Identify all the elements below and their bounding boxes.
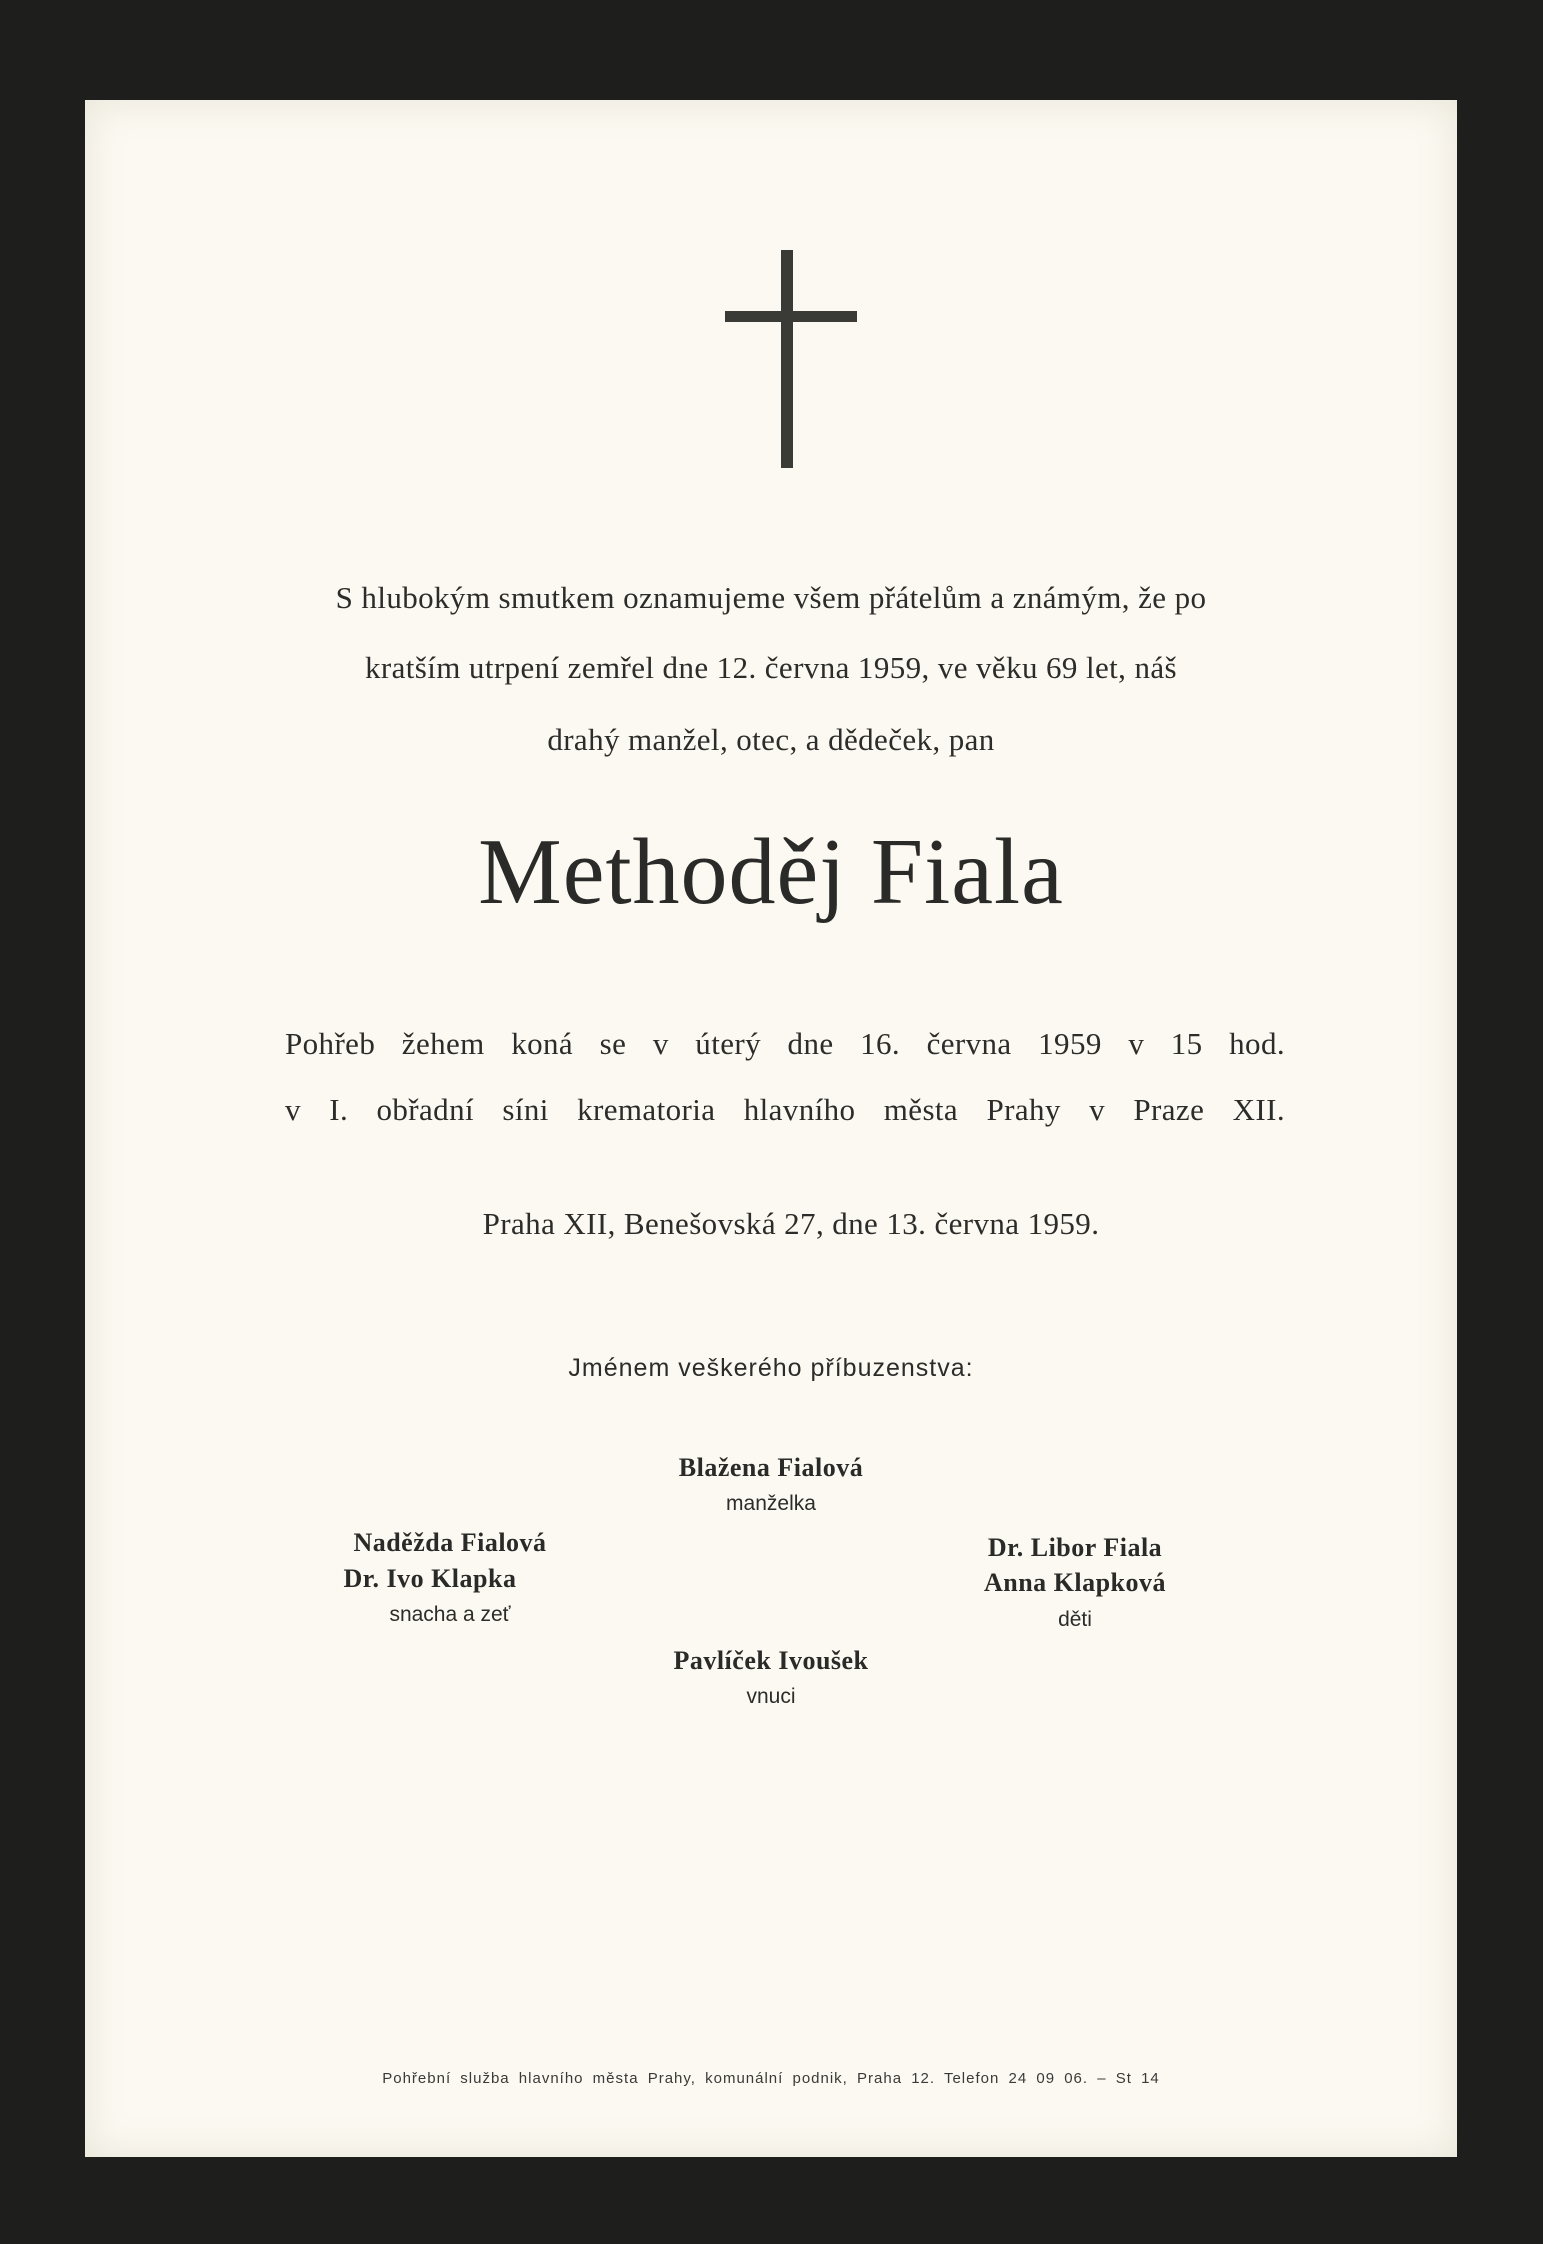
announcement-line-1: S hlubokým smutkem oznamujeme všem přátelům a známým, že po bbox=[335, 580, 1207, 615]
funeral-line-1: Pohřeb žehem koná se v úterý dne 16. června 1959 v 15 hod. bbox=[285, 1026, 1285, 1061]
mourner-right-name-2: Anna Klapková bbox=[983, 1568, 1167, 1597]
mourner-left-name-1: Naděžda Fialová bbox=[353, 1528, 547, 1557]
funeral-line-2: v I. obřadní síni krematoria hlavního města Prahy v Praze XII. bbox=[285, 1092, 1285, 1127]
mourner-wife-name: Blažena Fialová bbox=[678, 1453, 864, 1482]
obituary-sheet bbox=[85, 100, 1457, 2157]
announcement-line-3: drahý manžel, otec, a dědeček, pan bbox=[547, 722, 995, 757]
cross-icon bbox=[781, 250, 793, 468]
mourner-right-name-1: Dr. Libor Fiala bbox=[987, 1533, 1163, 1562]
mourner-left-name-2: Dr. Ivo Klapka bbox=[343, 1564, 517, 1593]
family-intro: Jménem veškerého příbuzenstva: bbox=[568, 1354, 974, 1382]
mourner-grandchildren-role: vnuci bbox=[746, 1685, 796, 1708]
mourner-wife-role: manželka bbox=[726, 1492, 816, 1515]
announcement-line-2: kratším utrpení zemřel dne 12. června 1959, ve věku 69 let, náš bbox=[364, 650, 1177, 685]
publisher-footer: Pohřební služba hlavního města Prahy, komunální podnik, Praha 12. Telefon 24 09 06. – St 14 bbox=[382, 2070, 1160, 2087]
mourner-grandchildren-name: Pavlíček Ivoušek bbox=[673, 1646, 869, 1675]
deceased-name: Methoděj Fiala bbox=[478, 820, 1064, 924]
cross-icon-bar bbox=[725, 311, 857, 322]
place-and-date: Praha XII, Benešovská 27, dne 13. června 1959. bbox=[482, 1206, 1100, 1241]
mourner-right-role: děti bbox=[1058, 1608, 1092, 1631]
mourner-left-role: snacha a zeť bbox=[389, 1603, 511, 1626]
